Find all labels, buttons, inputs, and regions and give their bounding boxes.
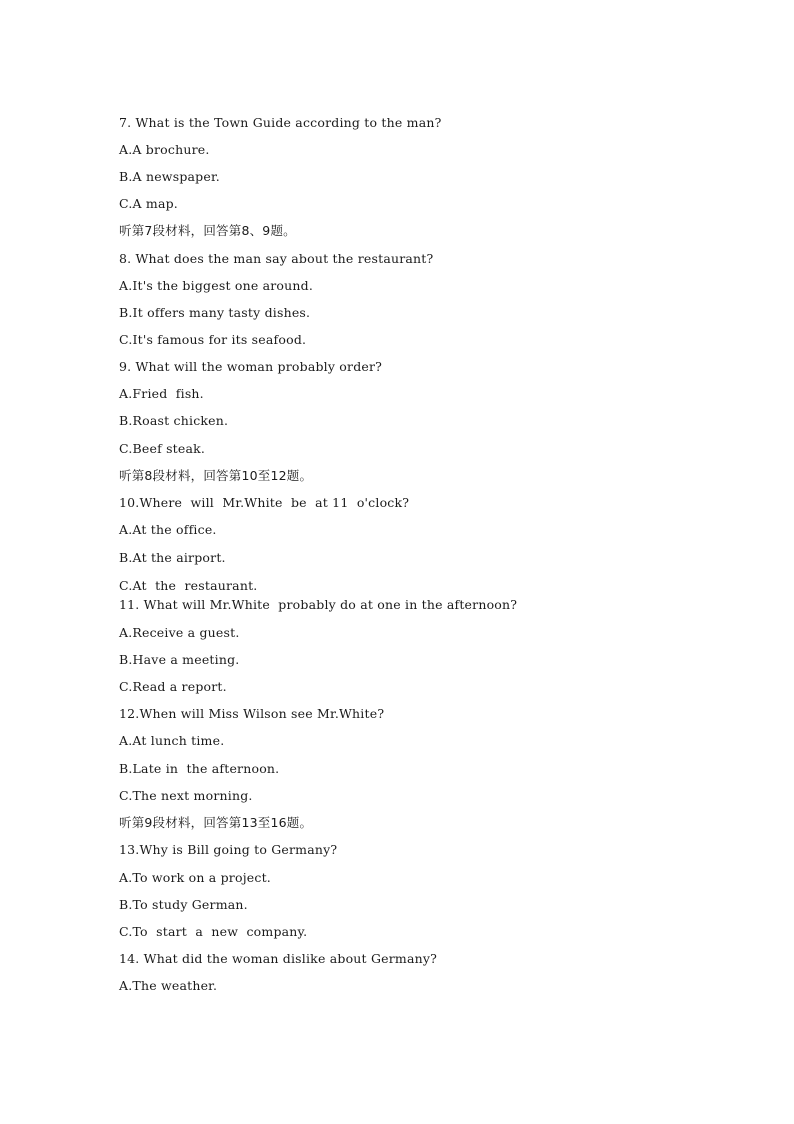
- question-11-option-b: B.Have a meeting.: [119, 652, 240, 667]
- question-12: 12.When will Miss Wilson see Mr.White?: [119, 706, 385, 721]
- question-7-option-a: A.A brochure.: [119, 142, 210, 157]
- question-12-option-c: C.The next morning.: [119, 788, 253, 803]
- question-9-option-c: C.Beef steak.: [119, 441, 206, 456]
- question-10: 10.Where will Mr.White be at 11 o'clock?: [119, 495, 410, 510]
- question-8-option-c: C.It's famous for its seafood.: [119, 332, 307, 347]
- question-13: 13.Why is Bill going to Germany?: [119, 842, 338, 857]
- question-12-option-b: B.Late in the afternoon.: [119, 761, 280, 776]
- section-heading-8: 听第8段材料，回答第10至12题。: [119, 468, 313, 483]
- question-11-option-a: A.Receive a guest.: [119, 625, 240, 640]
- question-13-option-c: C.To start a new company.: [119, 924, 308, 939]
- question-10-option-c: C.At the restaurant.: [119, 578, 258, 593]
- question-10-option-a: A.At the office.: [119, 522, 217, 537]
- section-heading-7: 听第7段材料，回答第8、9题。: [119, 223, 296, 238]
- question-11: 11. What will Mr.White probably do at one in the afternoon?: [119, 597, 518, 612]
- question-14-option-a: A.The weather.: [119, 978, 218, 993]
- question-14: 14. What did the woman dislike about Germany?: [119, 951, 438, 966]
- question-8-option-a: A.It's the biggest one around.: [119, 278, 314, 293]
- question-9-option-a: A.Fried fish.: [119, 386, 204, 401]
- question-13-option-a: A.To work on a project.: [119, 870, 271, 885]
- question-8: 8. What does the man say about the restaurant?: [119, 251, 434, 266]
- question-9: 9. What will the woman probably order?: [119, 359, 383, 374]
- question-7-option-b: B.A newspaper.: [119, 169, 220, 184]
- question-8-option-b: B.It offers many tasty dishes.: [119, 305, 311, 320]
- question-10-option-b: B.At the airport.: [119, 550, 226, 565]
- question-7-option-c: C.A map.: [119, 196, 178, 211]
- question-9-option-b: B.Roast chicken.: [119, 413, 229, 428]
- section-heading-9: 听第9段材料，回答第13至16题。: [119, 815, 313, 830]
- question-13-option-b: B.To study German.: [119, 897, 248, 912]
- question-11-option-c: C.Read a report.: [119, 679, 227, 694]
- question-12-option-a: A.At lunch time.: [119, 733, 225, 748]
- question-7: 7. What is the Town Guide according to the man?: [119, 115, 442, 130]
